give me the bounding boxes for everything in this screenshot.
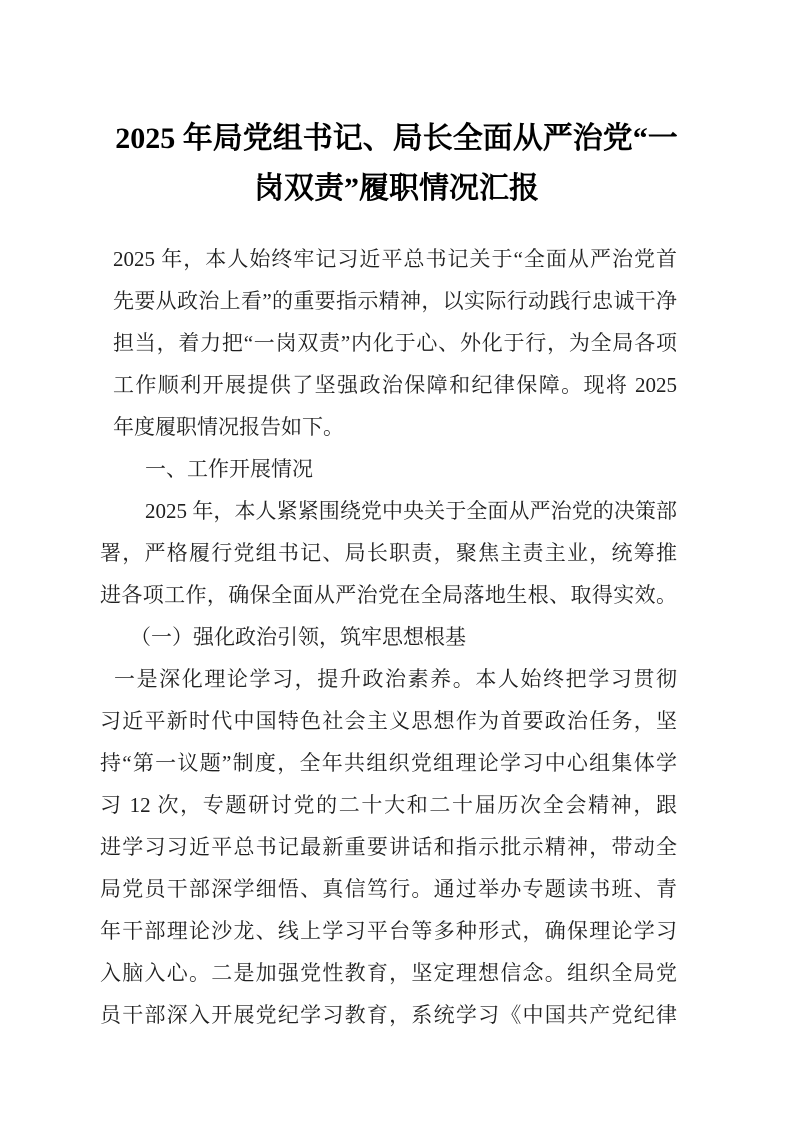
- subsection-1-1-paragraph: [100, 658, 677, 1036]
- document-body: [0, 238, 793, 1036]
- text-line: 年度履职情况报告如下。: [113, 415, 344, 439]
- text-line: 2025 年，本人紧紧围绕党中央关于全面从严治党的决策部: [145, 499, 677, 523]
- text-line: 担当，着力把“一岗双责”内化于心、外化于行，为全局各项: [113, 331, 677, 355]
- text-line: 年干部理论沙龙、线上学习平台等多种形式，确保理论学习: [100, 919, 677, 943]
- text-line: 2025 年，本人始终牢记习近平总书记关于“全面从严治党首: [113, 247, 677, 271]
- text-line: 入脑入心。二是加强党性教育，坚定理想信念。组织全局党: [100, 961, 677, 985]
- section-1-lead-paragraph: [100, 490, 677, 616]
- text-line: 员干部深入开展党纪学习教育，系统学习《中国共产党纪律: [100, 1003, 677, 1027]
- text-line: 进各项工作，确保全面从严治党在全局落地生根、取得实效。: [100, 583, 677, 607]
- text-line: 习近平新时代中国特色社会主义思想作为首要政治任务，坚: [100, 709, 677, 733]
- text-line: 局党员干部深学细悟、真信笃行。通过举办专题读书班、青: [100, 877, 677, 901]
- text-line: 进学习习近平总书记最新重要讲话和指示批示精神，带动全: [100, 835, 677, 859]
- document-title: [0, 114, 793, 214]
- text-line: 持“第一议题”制度，全年共组织党组理论学习中心组集体学: [100, 751, 677, 775]
- text-line: 先要从政治上看”的重要指示精神，以实际行动践行忠诚干净: [113, 289, 677, 313]
- text-line: 一是深化理论学习，提升政治素养。本人始终把学习贯彻: [114, 667, 677, 691]
- document-title-line-2: 岗双责”履职情况汇报: [254, 172, 539, 205]
- section-heading-1: [100, 448, 677, 490]
- document-title-line-1: 2025 年局党组书记、局长全面从严治党“一: [115, 122, 678, 155]
- text-line: （一）强化政治引领，筑牢思想根基: [130, 625, 466, 649]
- opening-paragraph: [100, 238, 677, 448]
- text-line: 一、工作开展情况: [145, 457, 313, 481]
- text-line: 工作顺利开展提供了坚强政治保障和纪律保障。现将 2025: [113, 373, 677, 397]
- text-line: 署，严格履行党组书记、局长职责，聚焦主责主业，统筹推: [100, 541, 677, 565]
- subsection-heading-1-1: [100, 616, 677, 658]
- text-line: 习 12 次，专题研讨党的二十大和二十届历次全会精神，跟: [100, 793, 677, 817]
